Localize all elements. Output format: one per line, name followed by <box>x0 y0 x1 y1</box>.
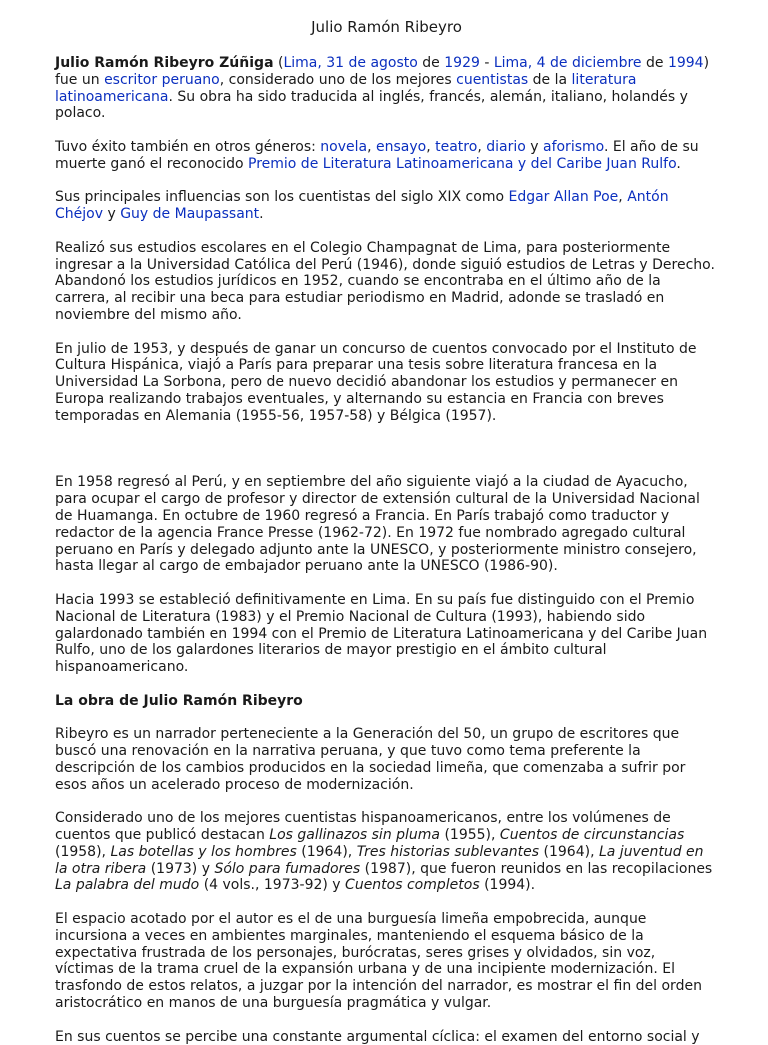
career-paragraph: En 1958 regresó al Perú, y en septiembre del año siguiente viajó a la ciudad de Ayacucho, para ocupar el cargo de profesor y director de extensión cultural de la Universidad Nacional de Huamanga. En octubre de 1960 regresó a Francia. En París trabajó como traductor y redactor de la agencia France Presse (1962-72). En 1972 fue nombrado agregado cultural peruano en París y delegado adjunto ante la UNESCO, y posteriormente ministro consejero, hasta llegar al cargo de embajador peruano ante la UNESCO (1986-90). <box>55 474 700 575</box>
text-run: - <box>479 55 494 71</box>
text-run: de <box>417 55 445 71</box>
link-escritor-peruano[interactable]: escritor peruano <box>104 71 220 88</box>
text-run: , <box>477 138 487 155</box>
text-run: (1955), <box>440 827 500 844</box>
paris-paragraph: En julio de 1953, y después de ganar un concurso de cuentos convocado por el Instituto de Cultura Hispánica, viajó a París para preparar una tesis sobre literatura francesa en la Universidad La Sorbona, pero de nuevo decidió abandonar los estudios y permanecer en Europa realizando trabajos eventuales, y alternando su estancia en Francia con breves temporadas en Alemania (1955-56, 1957-58) y Bélgica (1957). <box>55 340 697 424</box>
text-run: . El año de su muerte ganó el reconocido <box>55 138 699 172</box>
text-run: (1987), que fueron reunidos en las recopilaciones <box>360 860 713 877</box>
text-run: (1994). <box>479 877 536 894</box>
link-1929[interactable]: 1929 <box>444 55 480 71</box>
text-run: y <box>525 138 543 155</box>
link-anton-chejov[interactable]: Antón Chéjov <box>55 189 669 223</box>
text-run: , <box>426 138 436 155</box>
text-run: (1973) y <box>146 860 215 877</box>
text-run: de <box>641 55 668 71</box>
book-title: La juventud en la otra ribera <box>55 843 704 877</box>
page-title: Julio Ramón Ribeyro <box>311 18 462 36</box>
text-run: Sus principales influencias son los cuentistas del siglo XIX como <box>55 189 509 206</box>
text-run: Considerado uno de los mejores cuentistas hispanoamericanos, entre los volúmenes de cuentos que publicó destacan <box>55 810 671 844</box>
book-title: Cuentos de circunstancias <box>499 827 685 844</box>
link-1994[interactable]: 1994 <box>667 55 704 71</box>
link-lima-birth[interactable]: Lima, 31 de agosto <box>283 55 418 71</box>
link-novela[interactable]: novela <box>320 138 368 155</box>
section-heading: La obra de Julio Ramón Ribeyro <box>55 692 303 709</box>
studies-paragraph: Realizó sus estudios escolares en el Colegio Champagnat de Lima, para posteriormente ingresar a la Universidad Católica del Perú (1946), donde siguió estudios de Letras y Derecho. Abandonó los estudios jurídicos en 1952, cuando se encontraba en el último año de la carrera, al recibir una beca para estudiar periodismo en Madrid, adonde se trasladó en noviembre del mismo año. <box>55 239 715 323</box>
text-run: (1964), <box>539 843 599 860</box>
full-name: Julio Ramón Ribeyro Zúñiga <box>55 55 274 71</box>
link-guy-de-maupassant[interactable]: Guy de Maupassant <box>120 206 260 223</box>
link-teatro[interactable]: teatro <box>435 138 478 155</box>
text-run: , <box>367 138 376 155</box>
book-title: Sólo para fumadores <box>214 860 361 877</box>
book-title: Los gallinazos sin pluma <box>269 827 441 844</box>
text-run: ( <box>273 55 284 71</box>
book-title: Las botellas y los hombres <box>110 843 297 860</box>
text-run: . Su obra ha sido traducida al inglés, francés, alemán, italiano, holandés y polaco. <box>55 88 688 122</box>
link-ensayo[interactable]: ensayo <box>376 138 427 155</box>
intro-paragraph <box>55 55 718 122</box>
text-run: (1964), <box>296 843 357 860</box>
text-run: , considerado uno de los mejores <box>219 71 457 88</box>
link-aforismo[interactable]: aforismo <box>542 138 604 155</box>
text-run: . <box>259 206 264 223</box>
book-title: La palabra del mudo <box>55 877 200 894</box>
link-lima-death[interactable]: Lima, 4 de diciembre <box>493 55 642 71</box>
text-run: de la <box>528 71 572 88</box>
influences-paragraph <box>55 189 718 223</box>
link-literatura-latinoamericana[interactable]: literatura latinoamericana <box>55 71 637 105</box>
text-run: y <box>103 206 121 223</box>
book-title: Tres historias sublevantes <box>356 843 540 860</box>
link-diario[interactable]: diario <box>486 138 526 155</box>
generation-paragraph: Ribeyro es un narrador perteneciente a la Generación del 50, un grupo de escritores que buscó una renovación en la narrativa peruana, y que tuvo como tema preferente la descripción de los cambios producidos en la sociedad limeña, que comenzaba a sufrir por esos años un acelerado proceso de modernización. <box>55 726 686 793</box>
link-premio-juan-rulfo[interactable]: Premio de Literatura Latinoamericana y del Caribe Juan Rulfo <box>248 155 677 172</box>
text-run: . <box>676 155 681 172</box>
text-run: (4 vols., 1973-92) y <box>199 877 346 894</box>
book-title: Cuentos completos <box>345 877 480 894</box>
works-paragraph <box>55 810 718 894</box>
text-run: , <box>618 189 628 206</box>
text-run: ) fue un <box>55 55 710 88</box>
awards-paragraph: Hacia 1993 se estableció definitivamente en Lima. En su país fue distinguido con el Premio Nacional de Literatura (1983) y el Premio Nacional de Cultura (1993), habiendo sido galardonado también en 1994 con el Premio de Literatura Latinoamericana y del Caribe Juan Rulfo, uno de los galardones literarios de mayor prestigio en el ámbito cultural hispanoamericano. <box>55 591 708 676</box>
text-run: (1958), <box>55 843 111 860</box>
cycle-paragraph: En sus cuentos se percibe una constante argumental cíclica: el examen del entorno social y <box>55 1028 700 1045</box>
link-edgar-allan-poe[interactable]: Edgar Allan Poe <box>508 189 619 206</box>
genres-paragraph <box>55 139 718 173</box>
themes-paragraph: El espacio acotado por el autor es el de una burguesía limeña empobrecida, aunque incursiona a veces en ambientes marginales, manteniendo el esquema básico de la expectativa frustrada de los personajes, burócratas, seres grises y olvidados, sin voz, víctimas de la trama cruel de la expansión urbana y de una incipiente modernización. El trasfondo de estos relatos, a juzgar por la intención del narrador, es mostrar el fin del orden aristocrático en manos de una burguesía pragmática y vulgar. <box>55 911 702 1012</box>
link-cuentistas[interactable]: cuentistas <box>456 71 529 88</box>
spacer <box>55 441 718 474</box>
text-run: Tuvo éxito también en otros géneros: <box>55 138 321 155</box>
